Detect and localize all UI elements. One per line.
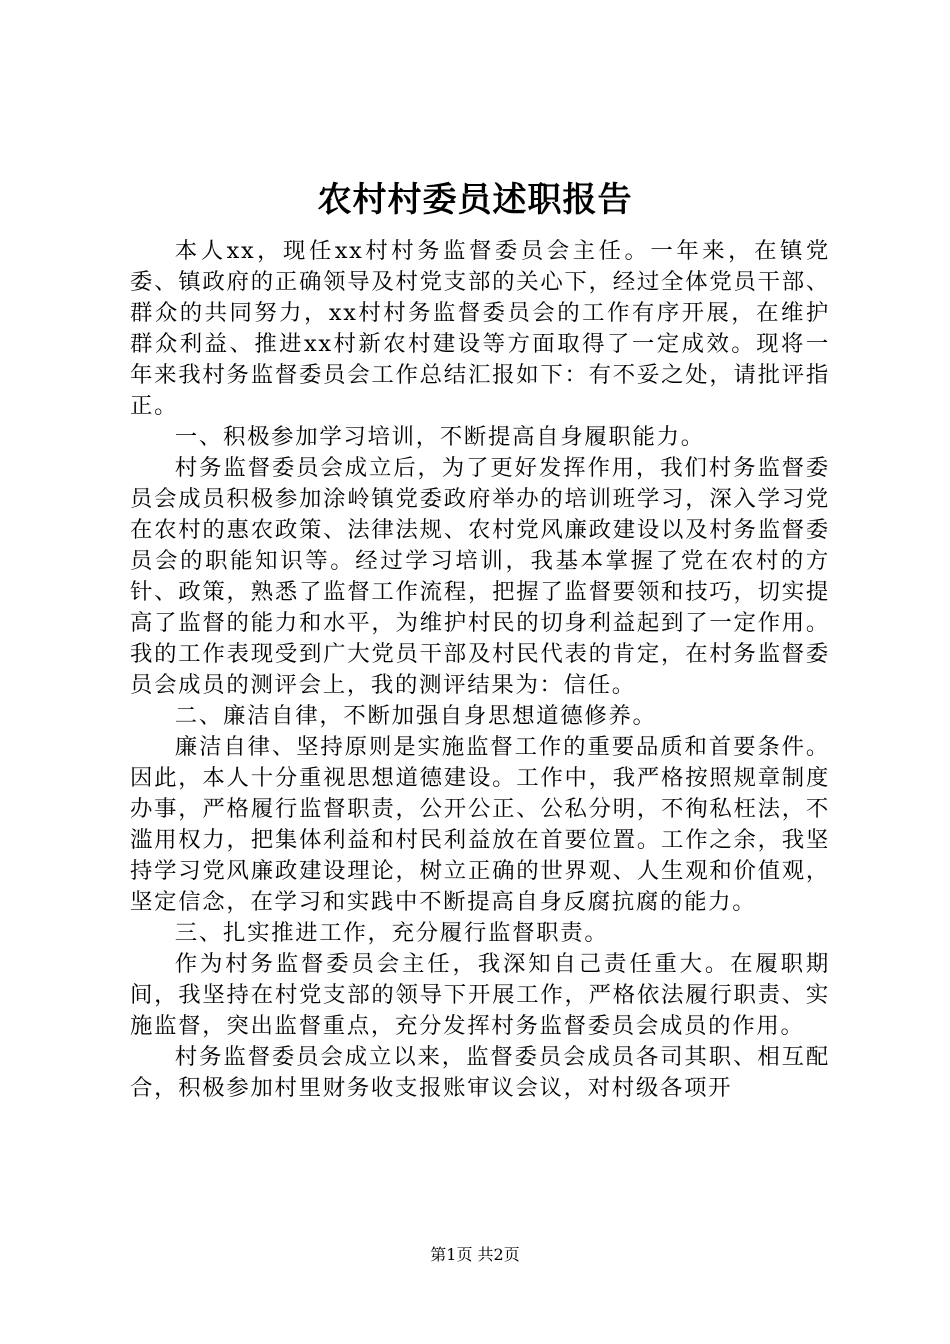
document-body	[130, 236, 830, 1104]
section-heading-1: 一、积极参加学习培训，不断提高自身履职能力。	[174, 424, 705, 450]
section-heading-2: 二、廉洁自律，不断加强自身思想道德修养。	[174, 703, 657, 729]
document-title: 农村村委员述职报告	[317, 180, 633, 220]
page-number-footer: 第1页 共2页	[430, 1245, 520, 1264]
section-heading-3: 三、扎实推进工作，充分履行监督职责。	[174, 920, 609, 946]
paragraph-section-1: 村务监督委员会成立后，为了更好发挥作用，我们村务监督委员会成员积极参加涂岭镇党委政府举办的培训班学习，深入学习党在农村的惠农政策、法律法规、农村党风廉政建设以及村务监督委员会的职能知识等。经过学习培训，我基本掌握了党在农村的方针、政策，熟悉了监督工作流程，把握了监督要领和技巧，切实提高了监督的能力和水平，为维护村民的切身利益起到了一定作用。我的工作表现受到广大党员干部及村民代表的肯定，在村务监督委员会成员的测评会上，我的测评结果为：信任。	[130, 455, 830, 698]
paragraph-section-2: 廉洁自律、坚持原则是实施监督工作的重要品质和首要条件。因此，本人十分重视思想道德建设。工作中，我严格按照规章制度办事，严格履行监督职责，公开公正、公私分明，不徇私枉法，不滥用权力，把集体利益和村民利益放在首要位置。工作之余，我坚持学习党风廉政建设理论，树立正确的世界观、人生观和价值观，坚定信念，在学习和实践中不断提高自身反腐抗腐的能力。	[130, 734, 830, 915]
paragraph-intro: 本人xx，现任xx村村务监督委员会主任。一年来，在镇党委、镇政府的正确领导及村党支部的关心下，经过全体党员干部、群众的共同努力，xx村村务监督委员会的工作有序开展，在维护群众利益、推进xx村新农村建设等方面取得了一定成效。现将一年来我村务监督委员会工作总结汇报如下：有不妥之处，请批评指正。	[130, 238, 830, 419]
paragraph-section-3-continued: 村务监督委员会成立以来，监督委员会成员各司其职、相互配合，积极参加村里财务收支报账审议会议，对村级各项开	[130, 1044, 830, 1101]
paragraph-section-3: 作为村务监督委员会主任，我深知自己责任重大。在履职期间，我坚持在村党支部的领导下开展工作，严格依法履行职责、实施监督，突出监督重点，充分发挥村务监督委员会成员的作用。	[130, 951, 830, 1039]
